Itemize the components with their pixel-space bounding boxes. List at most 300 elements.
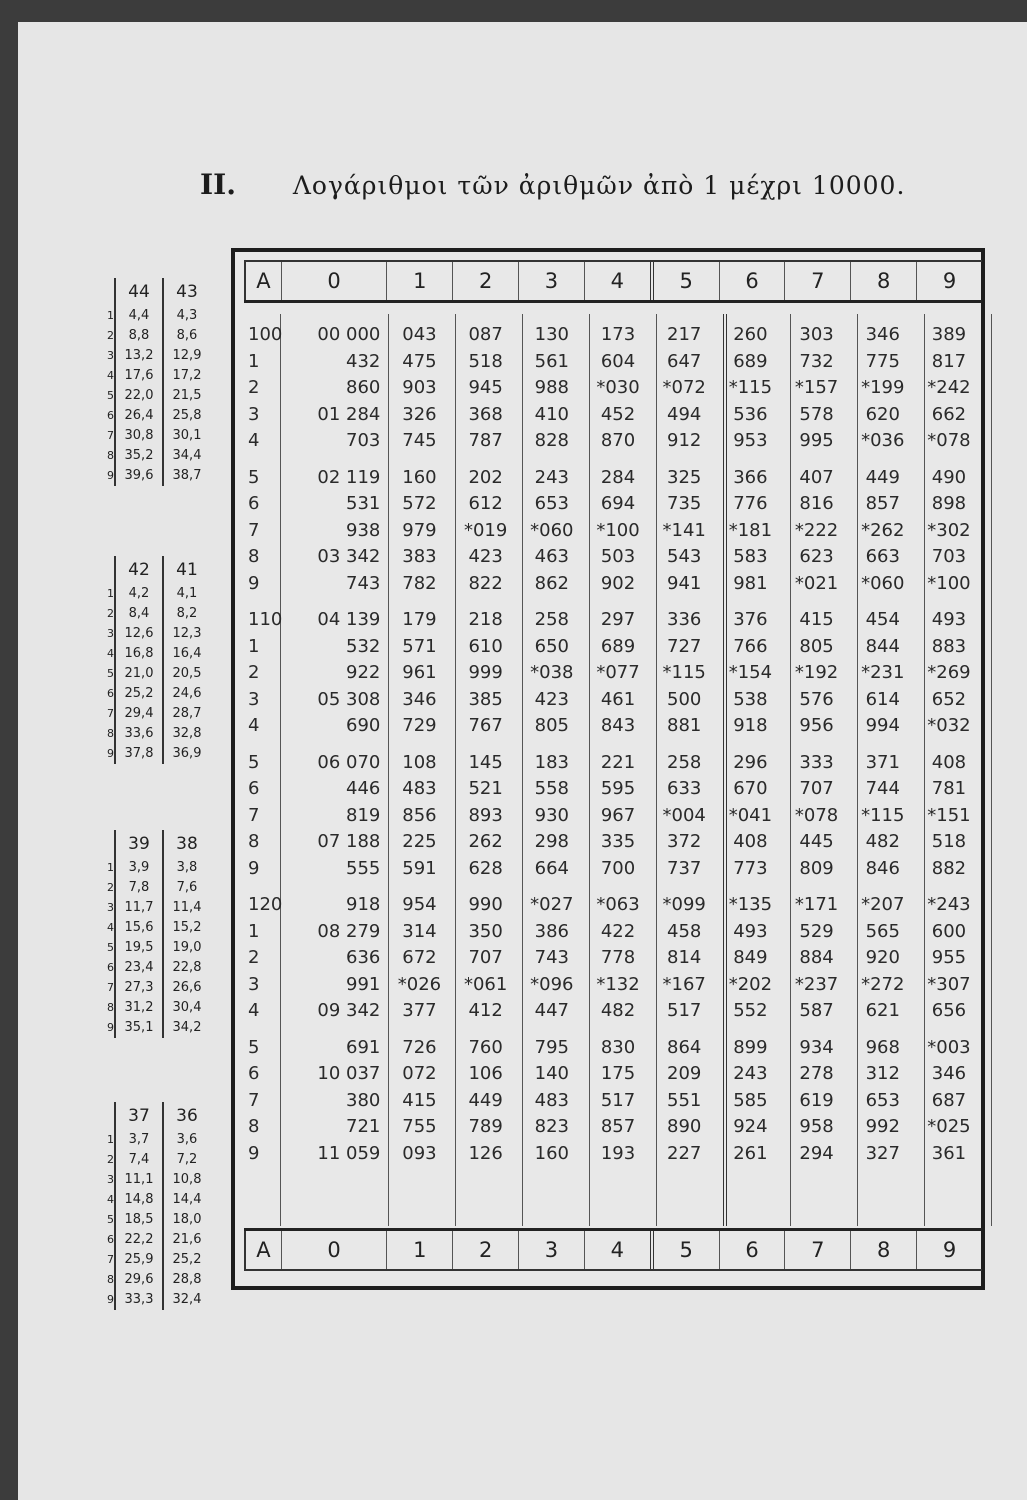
pp-value: 7,6 — [176, 880, 198, 895]
proportional-parts-table — [100, 830, 210, 1038]
table-row — [244, 1114, 982, 1141]
mantissa-cell: 735 — [667, 493, 702, 514]
group-spacer — [244, 1025, 982, 1035]
mantissa-cell: 828 — [534, 430, 570, 451]
mantissa-cell: 805 — [534, 715, 570, 736]
mantissa-cell: 591 — [402, 857, 437, 879]
row-number: 7 — [248, 519, 260, 541]
mantissa-cell: 445 — [799, 831, 834, 852]
mantissa-cell: 408 — [733, 831, 768, 852]
pp-value: 3,7 — [114, 1130, 164, 1150]
pp-header-cell: 38 — [176, 834, 198, 854]
pp-value: 38,7 — [172, 468, 202, 483]
pp-value: 22,0 — [114, 386, 164, 406]
pp-value: 22,2 — [114, 1230, 164, 1250]
mantissa-cell: 991 — [346, 973, 381, 995]
row-group — [244, 465, 982, 598]
mantissa-cell: 366 — [733, 466, 768, 488]
pp-value: 30,1 — [172, 428, 202, 443]
pp-digit: 5 — [107, 667, 114, 680]
pp-digit: 6 — [107, 961, 114, 974]
mantissa-cell: 518 — [931, 831, 967, 852]
mantissa-cell: 531 — [346, 493, 381, 514]
table-row — [244, 687, 982, 714]
mantissa-cell: 072 — [402, 1063, 437, 1084]
section-title: Λογάριθμοι τῶν ἀριθμῶν ἀπὸ 1 μέχρι 10000. — [292, 171, 906, 200]
pp-row — [100, 644, 210, 664]
pp-digit: 4 — [107, 647, 114, 660]
mantissa-cell: 726 — [402, 1036, 437, 1058]
pp-digit: 4 — [107, 921, 114, 934]
mantissa-cell: *154 — [728, 662, 773, 683]
pp-digit: 3 — [107, 627, 114, 640]
mantissa-cell: 368 — [468, 403, 503, 425]
pp-value: 21,6 — [172, 1232, 202, 1247]
row-group — [244, 750, 982, 883]
mantissa-cell: 636 — [346, 947, 381, 968]
mantissa-cell: 130 — [534, 324, 570, 345]
mantissa-cell: 856 — [402, 804, 437, 826]
mantissa-cell: *060 — [530, 519, 574, 541]
pp-value: 8,8 — [114, 326, 164, 346]
mantissa-cell: 849 — [733, 947, 768, 968]
mantissa-cell: *135 — [728, 894, 773, 915]
row-number: 3 — [248, 688, 260, 710]
mantissa-cell: 326 — [402, 403, 437, 425]
mantissa-cell: 585 — [733, 1089, 768, 1111]
pp-value: 12,3 — [172, 626, 202, 641]
proportional-parts-table — [100, 556, 210, 764]
mantissa-cell: *026 — [397, 973, 442, 995]
column-header-0: 0 — [281, 262, 387, 300]
row-group — [244, 1035, 982, 1168]
pp-row — [100, 724, 210, 744]
pp-row — [100, 858, 210, 878]
mantissa-cell: 870 — [600, 430, 636, 451]
pp-row — [100, 306, 210, 326]
mantissa-cell: 278 — [799, 1063, 834, 1084]
mantissa-cell: *141 — [662, 519, 706, 541]
column-header-6: 6 — [719, 262, 785, 300]
table-row — [244, 428, 982, 455]
mantissa-cell: 621 — [865, 1000, 900, 1021]
mantissa-cell: 954 — [402, 894, 437, 915]
pp-row — [100, 664, 210, 684]
mantissa-cell: 140 — [534, 1063, 570, 1084]
column-header-A: A — [244, 262, 281, 300]
mantissa-cell: 327 — [865, 1142, 900, 1164]
mantissa-cell: *041 — [728, 804, 773, 826]
mantissa-cell: 10 037 — [317, 1063, 381, 1084]
mantissa-cell: *025 — [927, 1116, 971, 1137]
table-row — [244, 1035, 982, 1062]
mantissa-cell: *199 — [861, 377, 905, 398]
pp-value: 35,1 — [114, 1018, 164, 1038]
pp-digit: 7 — [107, 429, 114, 442]
mantissa-cell: 01 284 — [317, 403, 381, 425]
pp-row — [100, 898, 210, 918]
pp-row — [100, 998, 210, 1018]
pp-digit: 2 — [107, 329, 114, 342]
mantissa-cell: *030 — [596, 377, 640, 398]
mantissa-cell: 958 — [799, 1116, 834, 1137]
mantissa-cell: 979 — [402, 519, 437, 541]
row-number: 9 — [248, 1142, 260, 1164]
table-row — [244, 465, 982, 492]
mantissa-cell: 999 — [468, 662, 503, 683]
mantissa-cell: 422 — [600, 920, 636, 942]
mantissa-cell: 778 — [600, 947, 636, 968]
pp-header — [100, 278, 210, 306]
mantissa-cell: 258 — [534, 609, 570, 630]
pp-value: 26,4 — [114, 406, 164, 426]
row-number: 4 — [248, 430, 260, 451]
pp-digit: 8 — [107, 449, 114, 462]
pp-row — [100, 1210, 210, 1230]
mantissa-cell: 727 — [667, 635, 702, 657]
mantissa-cell: 410 — [534, 403, 570, 425]
mantissa-cell: *115 — [728, 377, 773, 398]
table-row — [244, 1088, 982, 1115]
mantissa-cell: 938 — [346, 519, 381, 541]
pp-header-cell: 43 — [176, 282, 198, 302]
mantissa-cell: 576 — [799, 688, 834, 710]
pp-row — [100, 1130, 210, 1150]
pp-value: 33,3 — [114, 1290, 164, 1310]
mantissa-cell: 924 — [733, 1116, 768, 1137]
pp-value: 28,8 — [172, 1272, 202, 1287]
mantissa-cell: 108 — [402, 751, 437, 773]
mantissa-cell: 503 — [600, 546, 636, 567]
row-group — [244, 607, 982, 740]
mantissa-cell: 571 — [402, 635, 437, 657]
pp-row — [100, 918, 210, 938]
mantissa-cell: 955 — [931, 947, 967, 968]
mantissa-cell: 920 — [865, 947, 900, 968]
mantissa-cell: 755 — [402, 1116, 437, 1137]
pp-value: 39,6 — [114, 466, 164, 486]
column-header-8: 8 — [850, 1231, 916, 1269]
mantissa-cell: 776 — [733, 493, 768, 514]
pp-value: 15,2 — [172, 920, 202, 935]
mantissa-cell: 732 — [799, 350, 834, 372]
mantissa-cell: 805 — [799, 635, 834, 657]
mantissa-cell: 449 — [865, 466, 900, 488]
pp-row — [100, 684, 210, 704]
group-spacer — [244, 740, 982, 750]
pp-digit: 2 — [107, 1153, 114, 1166]
pp-value: 12,6 — [114, 624, 164, 644]
mantissa-cell: 297 — [600, 609, 636, 630]
pp-header-cell: 39 — [114, 830, 164, 858]
mantissa-cell: 789 — [468, 1116, 503, 1137]
table-footer-row — [244, 1228, 982, 1271]
mantissa-cell: *100 — [596, 519, 640, 541]
row-number: 6 — [248, 1063, 260, 1084]
mantissa-cell: *003 — [927, 1036, 971, 1058]
pp-row — [100, 1018, 210, 1038]
mantissa-cell: 578 — [799, 403, 834, 425]
pp-value: 24,6 — [172, 686, 202, 701]
mantissa-cell: 844 — [865, 635, 900, 657]
mantissa-cell: *019 — [463, 519, 508, 541]
mantissa-cell: 795 — [534, 1036, 570, 1058]
pp-row — [100, 346, 210, 366]
mantissa-cell: 992 — [865, 1116, 900, 1137]
mantissa-cell: *021 — [794, 572, 839, 594]
mantissa-cell: 517 — [600, 1089, 636, 1111]
mantissa-cell: 385 — [468, 688, 503, 710]
mantissa-cell: 604 — [600, 350, 636, 372]
table-row — [244, 544, 982, 571]
table-row — [244, 402, 982, 429]
mantissa-cell: 225 — [402, 831, 437, 852]
pp-value: 8,4 — [114, 604, 164, 624]
mantissa-cell: 452 — [600, 403, 636, 425]
mantissa-cell: 160 — [402, 466, 437, 488]
mantissa-cell: 377 — [402, 1000, 437, 1021]
mantissa-cell: 995 — [799, 430, 834, 451]
pp-row — [100, 1290, 210, 1310]
mantissa-cell: 823 — [534, 1116, 570, 1137]
mantissa-cell: *307 — [927, 973, 971, 995]
pp-digit: 5 — [107, 1213, 114, 1226]
table-body — [244, 322, 982, 1167]
mantissa-cell: *171 — [794, 894, 839, 915]
mantissa-cell: 882 — [931, 857, 967, 879]
mantissa-cell: 687 — [931, 1089, 967, 1111]
pp-value: 12,9 — [172, 348, 202, 363]
row-number: 1 — [248, 635, 260, 657]
pp-digit: 6 — [107, 1233, 114, 1246]
table-row — [244, 856, 982, 883]
mantissa-cell: *202 — [728, 973, 773, 995]
mantissa-cell: 600 — [931, 920, 967, 942]
pp-value: 16,4 — [172, 646, 202, 661]
pp-value: 4,3 — [176, 308, 198, 323]
mantissa-cell: 173 — [600, 324, 636, 345]
pp-value: 4,2 — [114, 584, 164, 604]
mantissa-cell: 361 — [931, 1142, 967, 1164]
pp-value: 21,0 — [114, 664, 164, 684]
column-header-A: A — [244, 1231, 281, 1269]
column-header-9: 9 — [916, 262, 982, 300]
pp-digit: 3 — [107, 901, 114, 914]
pp-value: 37,8 — [114, 744, 164, 764]
pp-value: 34,4 — [172, 448, 202, 463]
pp-value: 11,1 — [114, 1170, 164, 1190]
mantissa-cell: 809 — [799, 857, 834, 879]
pp-value: 27,3 — [114, 978, 164, 998]
mantissa-cell: 389 — [931, 324, 967, 345]
pp-value: 17,2 — [172, 368, 202, 383]
pp-header-cell: 37 — [114, 1102, 164, 1130]
mantissa-cell: 521 — [468, 778, 503, 799]
pp-digit: 8 — [107, 1273, 114, 1286]
mantissa-cell: 494 — [667, 403, 702, 425]
mantissa-cell: 656 — [931, 1000, 967, 1021]
table-header-row — [244, 260, 982, 303]
mantissa-cell: 890 — [667, 1116, 702, 1137]
mantissa-cell: 884 — [799, 947, 834, 968]
pp-header-cell: 44 — [114, 278, 164, 306]
pp-value: 19,0 — [172, 940, 202, 955]
mantissa-cell: 261 — [733, 1142, 768, 1164]
pp-digit: 6 — [107, 687, 114, 700]
pp-value: 8,6 — [176, 328, 198, 343]
mantissa-cell: 930 — [534, 804, 570, 826]
pp-header-cell: 42 — [114, 556, 164, 584]
row-number: 9 — [248, 857, 260, 879]
row-number: 110 — [248, 609, 283, 630]
mantissa-cell: 517 — [667, 1000, 702, 1021]
mantissa-cell: 862 — [534, 572, 570, 594]
column-header-4: 4 — [584, 262, 650, 300]
mantissa-cell: 298 — [534, 831, 570, 852]
table-row — [244, 972, 982, 999]
mantissa-cell: *302 — [927, 519, 971, 541]
table-row — [244, 829, 982, 856]
row-number: 7 — [248, 1089, 260, 1111]
mantissa-cell: 461 — [600, 688, 636, 710]
mantissa-cell: 454 — [865, 609, 900, 630]
mantissa-cell: 312 — [865, 1063, 900, 1084]
mantissa-cell: 587 — [799, 1000, 834, 1021]
pp-value: 25,8 — [172, 408, 202, 423]
mantissa-cell: 707 — [799, 778, 834, 799]
row-number: 2 — [248, 947, 260, 968]
row-number: 3 — [248, 403, 260, 425]
pp-value: 22,8 — [172, 960, 202, 975]
mantissa-cell: 227 — [667, 1142, 702, 1164]
pp-digit: 6 — [107, 409, 114, 422]
mantissa-cell: 380 — [346, 1089, 381, 1111]
mantissa-cell: 572 — [402, 493, 437, 514]
mantissa-cell: 05 308 — [317, 688, 381, 710]
pp-digit: 3 — [107, 349, 114, 362]
mantissa-cell: 372 — [667, 831, 702, 852]
pp-value: 18,5 — [114, 1210, 164, 1230]
pp-header — [100, 1102, 210, 1130]
mantissa-cell: 500 — [667, 688, 702, 710]
mantissa-cell: 383 — [402, 546, 437, 567]
mantissa-cell: 893 — [468, 804, 503, 826]
mantissa-cell: *078 — [927, 430, 971, 451]
pp-row — [100, 624, 210, 644]
mantissa-cell: 407 — [799, 466, 834, 488]
pp-digit: 9 — [107, 469, 114, 482]
pp-digit: 2 — [107, 607, 114, 620]
mantissa-cell: 653 — [865, 1089, 900, 1111]
row-number: 8 — [248, 546, 260, 567]
mantissa-cell: 918 — [346, 894, 381, 915]
mantissa-cell: 258 — [667, 751, 702, 773]
mantissa-cell: 087 — [468, 324, 503, 345]
pp-header — [100, 556, 210, 584]
mantissa-cell: 647 — [667, 350, 702, 372]
mantissa-cell: 662 — [931, 403, 967, 425]
table-row — [244, 634, 982, 661]
mantissa-cell: *004 — [662, 804, 706, 826]
pp-digit: 7 — [107, 707, 114, 720]
mantissa-cell: 760 — [468, 1036, 503, 1058]
table-row — [244, 713, 982, 740]
mantissa-cell: 700 — [600, 857, 636, 879]
mantissa-cell: 463 — [534, 546, 570, 567]
pp-value: 8,2 — [176, 606, 198, 621]
mantissa-cell: 689 — [733, 350, 768, 372]
section-number: II. — [200, 168, 236, 201]
mantissa-cell: 145 — [468, 751, 503, 773]
mantissa-cell: 447 — [534, 1000, 570, 1021]
mantissa-cell: 787 — [468, 430, 503, 451]
mantissa-cell: 532 — [346, 635, 381, 657]
mantissa-cell: 221 — [600, 751, 636, 773]
mantissa-cell: 670 — [733, 778, 768, 799]
mantissa-cell: 376 — [733, 609, 768, 630]
pp-row — [100, 1150, 210, 1170]
pp-row — [100, 704, 210, 724]
mantissa-cell: *115 — [861, 804, 905, 826]
mantissa-cell: 565 — [865, 920, 900, 942]
row-number: 2 — [248, 377, 260, 398]
mantissa-cell: 218 — [468, 609, 503, 630]
group-spacer — [244, 597, 982, 607]
pp-value: 34,2 — [172, 1020, 202, 1035]
pp-value: 14,4 — [172, 1192, 202, 1207]
pp-value: 30,4 — [172, 1000, 202, 1015]
mantissa-cell: 729 — [402, 715, 437, 736]
mantissa-cell: 217 — [667, 324, 702, 345]
mantissa-cell: 610 — [468, 635, 503, 657]
table-row — [244, 919, 982, 946]
mantissa-cell: 179 — [402, 609, 437, 630]
pp-value: 36,9 — [172, 746, 202, 761]
mantissa-cell: 744 — [865, 778, 900, 799]
pp-row — [100, 878, 210, 898]
table-row — [244, 375, 982, 402]
column-header-7: 7 — [784, 1231, 850, 1269]
mantissa-cell: 614 — [865, 688, 900, 710]
mantissa-cell: 653 — [534, 493, 570, 514]
row-number: 3 — [248, 973, 260, 995]
mantissa-cell: 941 — [667, 572, 702, 594]
table-row — [244, 1061, 982, 1088]
mantissa-cell: 09 342 — [317, 1000, 381, 1021]
mantissa-cell: 336 — [667, 609, 702, 630]
pp-row — [100, 938, 210, 958]
pp-digit: 1 — [107, 1133, 114, 1146]
mantissa-cell: 202 — [468, 466, 503, 488]
column-header-3: 3 — [518, 262, 584, 300]
table-row — [244, 750, 982, 777]
mantissa-cell: 918 — [733, 715, 768, 736]
table-row — [244, 491, 982, 518]
pp-value: 25,2 — [114, 684, 164, 704]
mantissa-cell: 981 — [733, 572, 768, 594]
pp-row — [100, 466, 210, 486]
group-spacer — [244, 882, 982, 892]
mantissa-cell: 262 — [468, 831, 503, 852]
pp-value: 25,2 — [172, 1252, 202, 1267]
mantissa-cell: 314 — [402, 920, 437, 942]
proportional-parts-table — [100, 278, 210, 486]
pp-digit: 5 — [107, 389, 114, 402]
pp-value: 20,5 — [172, 666, 202, 681]
mantissa-cell: 555 — [346, 857, 381, 879]
table-row — [244, 322, 982, 349]
row-number: 5 — [248, 1036, 260, 1058]
